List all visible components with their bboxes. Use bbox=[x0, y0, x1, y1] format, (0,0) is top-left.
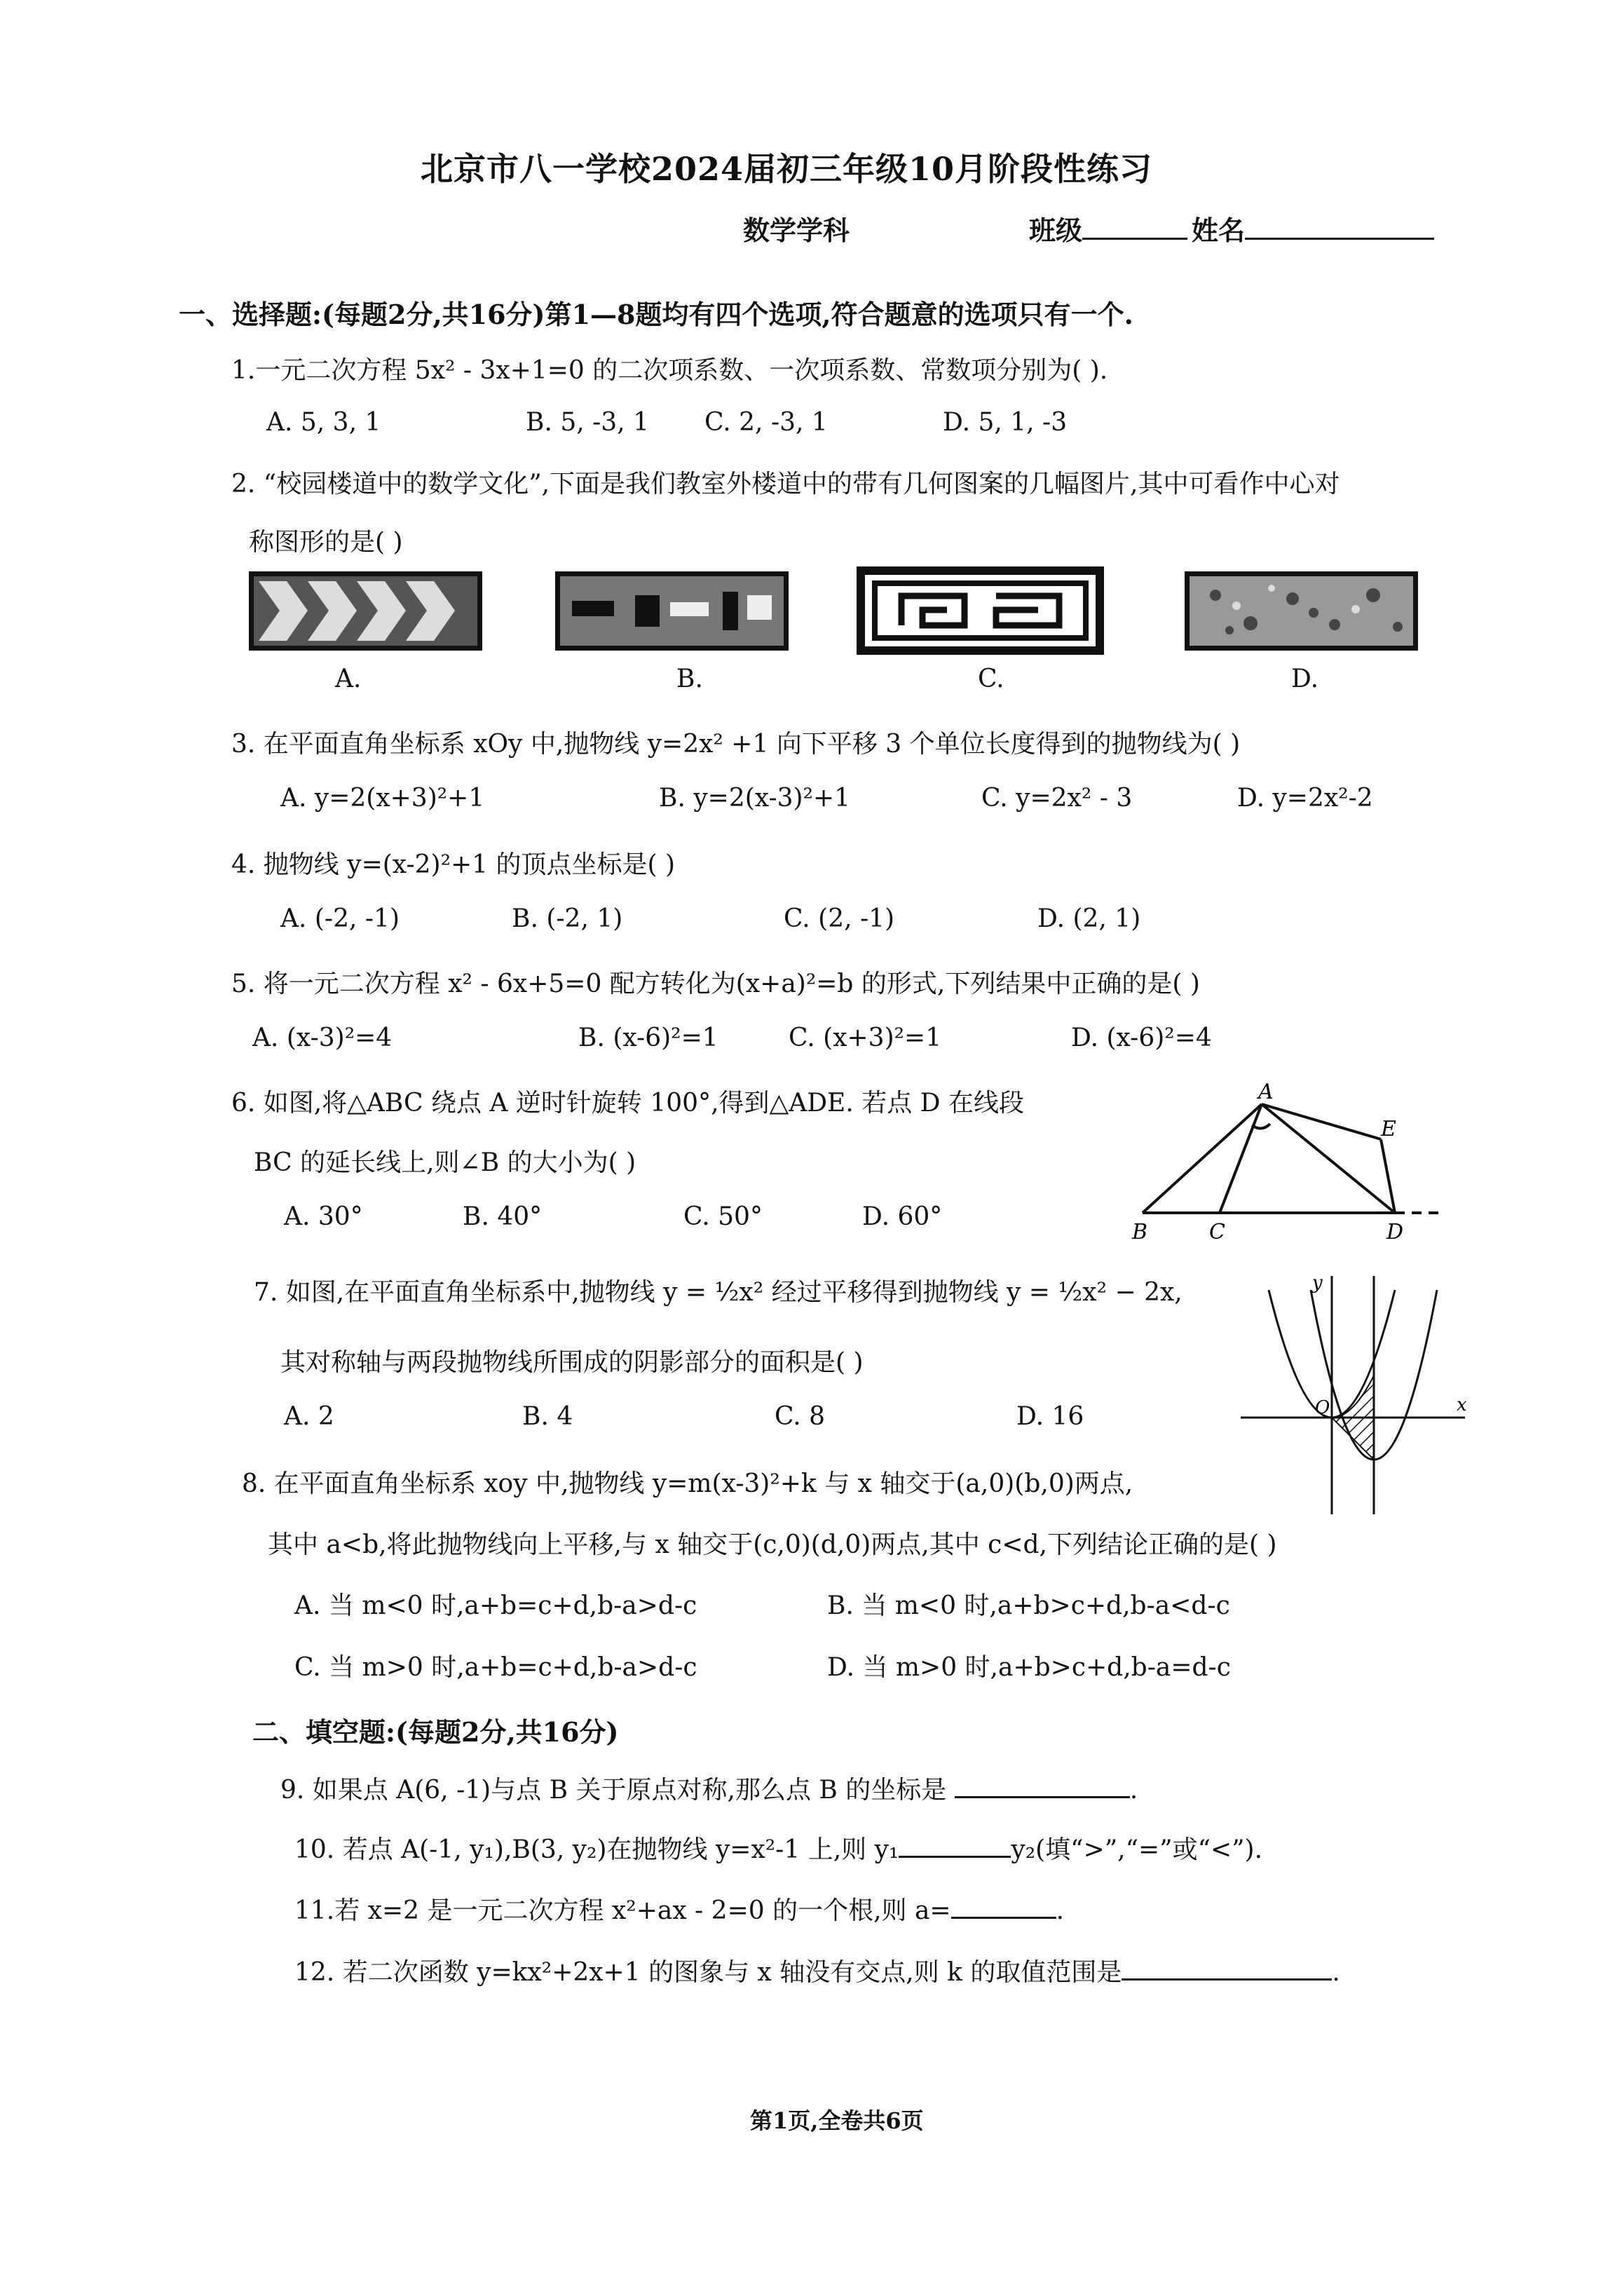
page-title: 北京市八一学校2024届初三年级10月阶段性练习 bbox=[421, 150, 1153, 188]
q1-option-c[interactable]: C. 2, -3, 1 bbox=[704, 408, 828, 437]
q5-option-b[interactable]: B. (x-6)²=1 bbox=[578, 1024, 718, 1052]
q2-option-a[interactable]: A. bbox=[335, 665, 362, 693]
class-blank[interactable] bbox=[1082, 238, 1187, 240]
q6-option-b[interactable]: B. 40° bbox=[463, 1202, 543, 1231]
q4-option-c[interactable]: C. (2, -1) bbox=[784, 904, 895, 933]
q10-end: y₂(填“>”,“=”或“<”). bbox=[1011, 1835, 1263, 1864]
q1-option-b[interactable]: B. 5, -3, 1 bbox=[526, 408, 649, 437]
q7-label-x: x bbox=[1457, 1394, 1467, 1415]
page-footer: 第1页,全卷共6页 bbox=[750, 2107, 924, 2134]
q8-option-d[interactable]: D. 当 m>0 时,a+b>c+d,b-a=d-c bbox=[827, 1653, 1231, 1682]
name-label: 姓名 bbox=[1192, 215, 1246, 246]
q6-label-a: A bbox=[1258, 1083, 1274, 1104]
q8-stem-line2: 其中 a<b,将此抛物线向上平移,与 x 轴交于(c,0)(d,0)两点,其中 c<d,下列结论正确的是( ) bbox=[268, 1530, 1277, 1559]
q6-label-c: C bbox=[1209, 1220, 1225, 1244]
q7-label-o: O bbox=[1315, 1397, 1330, 1418]
q6-triangle-figure bbox=[1122, 1083, 1458, 1251]
q7-option-c[interactable]: C. 8 bbox=[775, 1402, 826, 1431]
q7-option-a[interactable]: A. 2 bbox=[284, 1402, 334, 1431]
q1-stem: 1.一元二次方程 5x² - 3x+1=0 的二次项系数、一次项系数、常数项分别为( ). bbox=[231, 356, 1108, 385]
q4-option-d[interactable]: D. (2, 1) bbox=[1037, 904, 1141, 933]
q2-stem-line2: 称图形的是( ) bbox=[249, 528, 403, 557]
q9-end: . bbox=[1129, 1776, 1138, 1805]
name-field[interactable] bbox=[1192, 209, 1434, 247]
q1-option-d[interactable]: D. 5, 1, -3 bbox=[943, 408, 1068, 437]
q2-option-c[interactable]: C. bbox=[978, 665, 1004, 693]
q9-text: 9. 如果点 A(6, -1)与点 B 关于原点对称,那么点 B 的坐标是 bbox=[280, 1776, 947, 1805]
q10-line bbox=[294, 1830, 1262, 1866]
q6-option-a[interactable]: A. 30° bbox=[284, 1202, 363, 1231]
q6-label-b: B bbox=[1132, 1220, 1148, 1244]
q8-option-a[interactable]: A. 当 m<0 时,a+b=c+d,b-a>d-c bbox=[294, 1591, 697, 1620]
q12-text: 12. 若二次函数 y=kx²+2x+1 的图象与 x 轴没有交点,则 k 的取值范围是 bbox=[294, 1958, 1122, 1987]
q7-stem-line1: 7. 如图,在平面直角坐标系中,抛物线 y = ½x² 经过平移得到抛物线 y = ½x² − 2x, bbox=[254, 1278, 1183, 1307]
q9-answer-blank[interactable] bbox=[955, 1796, 1130, 1798]
q11-end: . bbox=[1056, 1896, 1065, 1925]
q3-option-a[interactable]: A. y=2(x+3)²+1 bbox=[280, 784, 485, 813]
q5-option-c[interactable]: C. (x+3)²=1 bbox=[789, 1024, 942, 1052]
q7-option-b[interactable]: B. 4 bbox=[522, 1402, 573, 1431]
q9-line bbox=[280, 1770, 1138, 1806]
q4-stem: 4. 抛物线 y=(x-2)²+1 的顶点坐标是( ) bbox=[231, 850, 676, 879]
q12-answer-blank[interactable] bbox=[1122, 1978, 1332, 1981]
q6-label-e: E bbox=[1381, 1117, 1396, 1141]
q5-option-d[interactable]: D. (x-6)²=4 bbox=[1071, 1024, 1212, 1052]
q3-option-d[interactable]: D. y=2x²-2 bbox=[1237, 784, 1373, 813]
q5-stem: 5. 将一元二次方程 x² - 6x+5=0 配方转化为(x+a)²=b 的形式,下列结果中正确的是( ) bbox=[231, 970, 1200, 998]
q2-stem-line1: 2. “校园楼道中的数学文化”,下面是我们教室外楼道中的带有几何图案的几幅图片,其中可看作中心对 bbox=[231, 470, 1340, 498]
q5-option-a[interactable]: A. (x-3)²=4 bbox=[252, 1024, 393, 1052]
q6-stem-line1: 6. 如图,将△ABC 绕点 A 逆时针旋转 100°,得到△ADE. 若点 D 在线段 bbox=[231, 1089, 1024, 1118]
q1-option-a[interactable]: A. 5, 3, 1 bbox=[266, 408, 381, 437]
q10-answer-blank[interactable] bbox=[899, 1856, 1011, 1858]
q11-line bbox=[294, 1891, 1064, 1927]
q7-parabola-figure bbox=[1234, 1262, 1472, 1521]
q2-picture-d[interactable] bbox=[1185, 571, 1418, 651]
q6-option-c[interactable]: C. 50° bbox=[683, 1202, 763, 1231]
section-2-heading: 二、填空题:(每题2分,共16分) bbox=[252, 1716, 619, 1748]
class-label: 班级 bbox=[1029, 215, 1083, 246]
q6-option-d[interactable]: D. 60° bbox=[862, 1202, 943, 1231]
subject-label: 数学学科 bbox=[743, 215, 850, 246]
q10-text: 10. 若点 A(-1, y₁),B(3, y₂)在抛物线 y=x²-1 上,则 y₁ bbox=[294, 1835, 899, 1864]
q4-option-a[interactable]: A. (-2, -1) bbox=[280, 904, 400, 933]
q6-stem-line2: BC 的延长线上,则∠B 的大小为( ) bbox=[254, 1148, 636, 1177]
q11-text: 11.若 x=2 是一元二次方程 x²+ax - 2=0 的一个根,则 a= bbox=[294, 1896, 951, 1925]
q6-label-d: D bbox=[1386, 1220, 1404, 1244]
q2-option-b[interactable]: B. bbox=[676, 665, 703, 693]
q2-picture-a[interactable] bbox=[249, 571, 482, 651]
q2-option-d[interactable]: D. bbox=[1291, 665, 1319, 693]
q2-picture-b[interactable] bbox=[555, 571, 789, 651]
q3-option-c[interactable]: C. y=2x² - 3 bbox=[981, 784, 1133, 813]
q4-option-b[interactable]: B. (-2, 1) bbox=[512, 904, 623, 933]
q7-label-y: y bbox=[1312, 1272, 1323, 1293]
section-1-heading: 一、选择题:(每题2分,共16分)第1—8题均有四个选项,符合题意的选项只有一个. bbox=[179, 299, 1133, 330]
q8-stem-line1: 8. 在平面直角坐标系 xoy 中,抛物线 y=m(x-3)²+k 与 x 轴交于(a,0)(b,0)两点, bbox=[242, 1469, 1133, 1498]
q12-line bbox=[294, 1952, 1340, 1988]
q7-option-d[interactable]: D. 16 bbox=[1016, 1402, 1084, 1431]
q12-end: . bbox=[1332, 1958, 1340, 1987]
q11-answer-blank[interactable] bbox=[951, 1917, 1056, 1919]
q3-option-b[interactable]: B. y=2(x-3)²+1 bbox=[659, 784, 851, 813]
q8-option-b[interactable]: B. 当 m<0 时,a+b>c+d,b-a<d-c bbox=[827, 1591, 1230, 1620]
q3-stem: 3. 在平面直角坐标系 xOy 中,抛物线 y=2x² +1 向下平移 3 个单位长度得到的抛物线为( ) bbox=[231, 730, 1241, 759]
class-field[interactable] bbox=[1029, 209, 1187, 247]
q2-picture-c[interactable] bbox=[857, 566, 1104, 655]
name-blank[interactable] bbox=[1245, 238, 1434, 240]
q7-stem-line2: 其对称轴与两段抛物线所围成的阴影部分的面积是( ) bbox=[280, 1348, 864, 1377]
q8-option-c[interactable]: C. 当 m>0 时,a+b=c+d,b-a>d-c bbox=[294, 1653, 697, 1682]
